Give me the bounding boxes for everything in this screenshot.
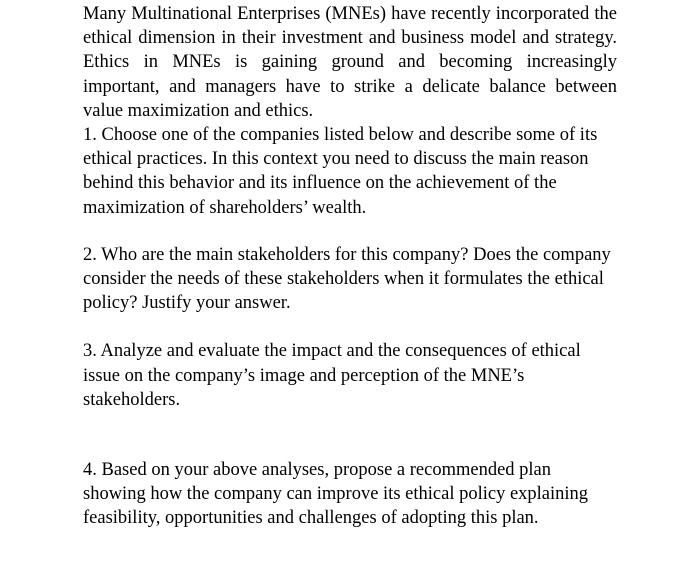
question-1: 1. Choose one of the companies listed below and describe some of its ethical practices. In this context you need to discuss the main reason behind this behavior and its influence on the achievement of the maximization of shareholders’ wealth.	[83, 125, 598, 218]
question-2: 2. Who are the main stakeholders for this company? Does the company consider the needs of these stakeholders when it formulates the ethical policy? Justify your answer.	[83, 244, 611, 314]
question-3: 3. Analyze and evaluate the impact and the consequences of ethical issue on the company’s image and perception of the MNE’s stakeholders.	[83, 341, 581, 410]
intro-paragraph: Many Multinational Enterprises (MNEs) have recently incorporated the ethical dimension in their investment and business model and strategy. Ethics in MNEs is gaining ground and becoming increasingly important, and managers have to strike a delicate balance between value maximization and ethics.	[83, 4, 617, 121]
document-body	[83, 2, 617, 531]
question-4: 4. Based on your above analyses, propose a recommended plan showing how the company can improve its ethical policy explaining feasibility, opportunities and challenges of adopting this plan.	[83, 460, 589, 529]
